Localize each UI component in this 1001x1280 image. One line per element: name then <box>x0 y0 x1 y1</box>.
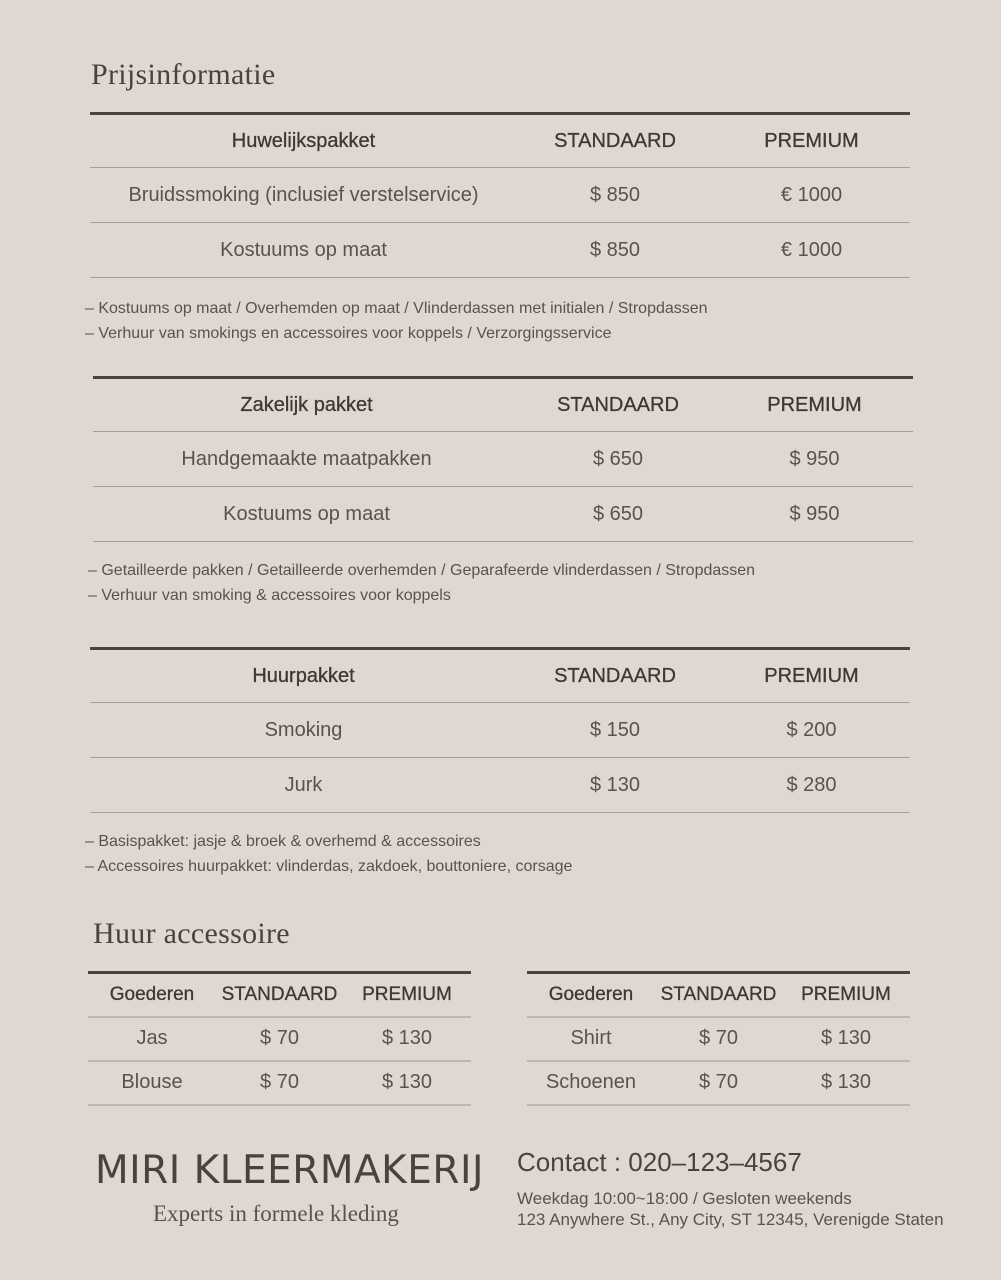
table-row <box>90 703 910 758</box>
column-header-standard: STANDAARD <box>216 973 343 1017</box>
table-header-row <box>88 973 471 1017</box>
table-header-row <box>93 378 913 432</box>
accessories-table-left <box>88 971 471 1106</box>
column-header-standard: STANDAARD <box>517 649 713 703</box>
standard-price: $ 70 <box>655 1061 782 1105</box>
business-notes <box>88 558 755 608</box>
contact-phone: Contact : 020–123–4567 <box>517 1147 802 1177</box>
item-name: Shirt <box>527 1017 655 1061</box>
note-line: – Basispakket: jasje & broek & overhemd & accessoires <box>85 833 481 850</box>
note-line: – Accessoires huurpakket: vlinderdas, zakdoek, bouttoniere, corsage <box>85 858 573 875</box>
column-header-package: Huwelijkspakket <box>90 114 517 168</box>
item-name: Kostuums op maat <box>90 223 517 278</box>
item-name: Schoenen <box>527 1061 655 1105</box>
table-header-row <box>527 973 910 1017</box>
item-name: Handgemaakte maatpakken <box>93 432 520 487</box>
premium-price: $ 130 <box>343 1017 471 1061</box>
wedding-notes <box>85 296 708 346</box>
item-name: Smoking <box>90 703 517 758</box>
premium-price: $ 130 <box>782 1061 910 1105</box>
note-line: – Verhuur van smoking & accessoires voor koppels <box>88 587 451 604</box>
premium-price: $ 200 <box>713 703 910 758</box>
brand-tagline: Experts in formele kleding <box>153 1201 399 1226</box>
item-name: Jas <box>88 1017 216 1061</box>
table-row <box>93 432 913 487</box>
rental-package-table <box>90 647 910 813</box>
rental-notes <box>85 829 572 879</box>
premium-price: $ 280 <box>713 758 910 813</box>
column-header-standard: STANDAARD <box>655 973 782 1017</box>
note-line: – Getailleerde pakken / Getailleerde overhemden / Geparafeerde vlinderdassen / Stropdassen <box>88 562 756 579</box>
wedding-package-table <box>90 112 910 278</box>
table-row <box>88 1061 471 1105</box>
business-info <box>517 1188 944 1230</box>
standard-price: $ 650 <box>520 432 716 487</box>
standard-price: $ 650 <box>520 487 716 542</box>
brand-name: MIRI KLEERMAKERIJ <box>95 1148 484 1193</box>
column-header-premium: PREMIUM <box>782 973 910 1017</box>
premium-price: € 1000 <box>713 223 910 278</box>
table-row <box>90 758 910 813</box>
column-header-goods: Goederen <box>88 973 216 1017</box>
standard-price: $ 850 <box>517 223 713 278</box>
premium-price: $ 130 <box>782 1017 910 1061</box>
opening-hours: Weekdag 10:00~18:00 / Gesloten weekends <box>517 1189 852 1208</box>
column-header-premium: PREMIUM <box>716 378 913 432</box>
address: 123 Anywhere St., Any City, ST 12345, Verenigde Staten <box>517 1210 944 1229</box>
page-title: Prijsinformatie <box>91 58 276 91</box>
item-name: Bruidssmoking (inclusief verstelservice) <box>90 168 517 223</box>
column-header-goods: Goederen <box>527 973 655 1017</box>
accessories-table-right <box>527 971 910 1106</box>
standard-price: $ 130 <box>517 758 713 813</box>
item-name: Jurk <box>90 758 517 813</box>
column-header-premium: PREMIUM <box>343 973 471 1017</box>
standard-price: $ 850 <box>517 168 713 223</box>
column-header-premium: PREMIUM <box>713 114 910 168</box>
note-line: – Verhuur van smokings en accessoires voor koppels / Verzorgingsservice <box>85 325 612 342</box>
item-name: Kostuums op maat <box>93 487 520 542</box>
accessories-title: Huur accessoire <box>93 917 290 950</box>
business-package-table <box>93 376 913 542</box>
standard-price: $ 70 <box>216 1017 343 1061</box>
table-header-row <box>90 649 910 703</box>
table-header-row <box>90 114 910 168</box>
standard-price: $ 70 <box>216 1061 343 1105</box>
column-header-package: Huurpakket <box>90 649 517 703</box>
table-row <box>90 223 910 278</box>
item-name: Blouse <box>88 1061 216 1105</box>
table-row <box>527 1061 910 1105</box>
column-header-standard: STANDAARD <box>517 114 713 168</box>
premium-price: $ 130 <box>343 1061 471 1105</box>
table-row <box>90 168 910 223</box>
table-row <box>93 487 913 542</box>
column-header-standard: STANDAARD <box>520 378 716 432</box>
table-row <box>88 1017 471 1061</box>
standard-price: $ 70 <box>655 1017 782 1061</box>
premium-price: $ 950 <box>716 432 913 487</box>
column-header-premium: PREMIUM <box>713 649 910 703</box>
note-line: – Kostuums op maat / Overhemden op maat / Vlinderdassen met initialen / Stropdassen <box>85 300 708 317</box>
standard-price: $ 150 <box>517 703 713 758</box>
column-header-package: Zakelijk pakket <box>93 378 520 432</box>
table-row <box>527 1017 910 1061</box>
premium-price: € 1000 <box>713 168 910 223</box>
premium-price: $ 950 <box>716 487 913 542</box>
